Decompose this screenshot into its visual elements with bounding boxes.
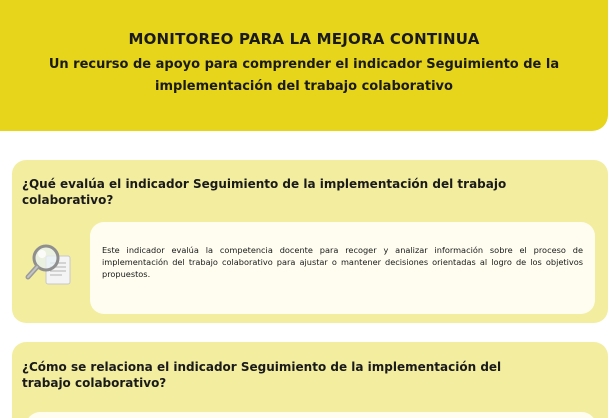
magnifier-document-icon (22, 236, 78, 292)
header-banner (0, 0, 608, 131)
section-question: ¿Qué evalúa el indicador Seguimiento de la implementación del trabajo colaborativo? (22, 177, 507, 207)
page-title: MONITOREO PARA LA MEJORA CONTINUA (128, 30, 480, 48)
section-answer-text: Este indicador evalúa la competencia docente para recoger y analizar información sobre el proceso de implementación del trabajo colaborativo para ajustar o mantener decisiones orientadas al logro de los objetivos propuestos. (102, 245, 583, 279)
section-answer-box (26, 412, 596, 418)
section-question: ¿Cómo se relaciona el indicador Seguimiento de la implementación del trabajo colaborativo? (22, 360, 502, 390)
page-subtitle: Un recurso de apoyo para comprender el indicador Seguimiento de la implementación del trabajo colaborativo (48, 57, 560, 94)
section-answer-box (90, 222, 595, 314)
section-card-como-se-relaciona (12, 342, 608, 418)
section-card-que-evalua (12, 160, 608, 323)
